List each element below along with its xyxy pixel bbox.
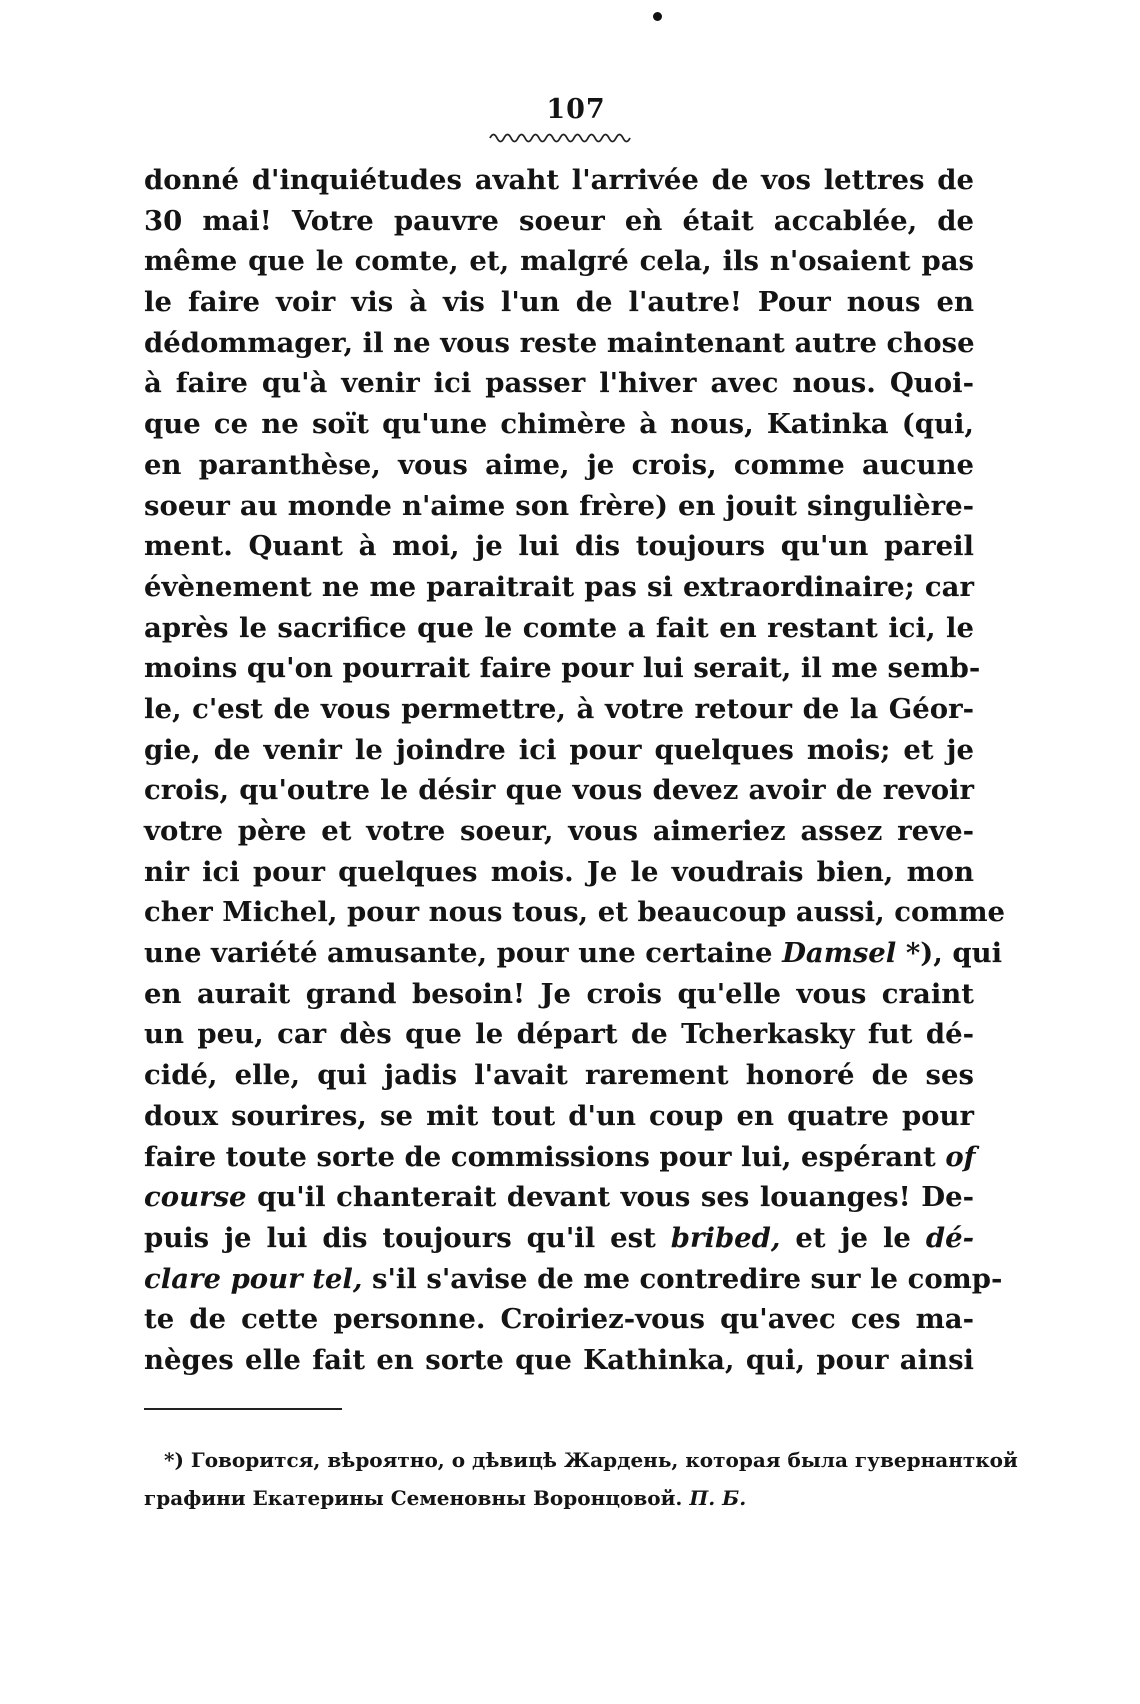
footnote-line [144, 1479, 974, 1517]
page-number: 107 [546, 94, 606, 125]
text-line: nèges elle fait en sorte que Kathinka, qui, pour ainsi [144, 1343, 974, 1376]
text-segment: et je le [780, 1221, 926, 1254]
text-line: donné d'inquiétudes avaht l'arrivée de vos lettres de [144, 164, 974, 196]
footnote-rule [144, 1408, 342, 1410]
italic-term: of [945, 1140, 976, 1173]
text-segment: une variété amusante, pour une certaine [144, 937, 783, 970]
text-segment: s'il s'avise de me contredire sur le comp- [362, 1262, 1003, 1295]
text-segment: puis je lui dis toujours qu'il est [144, 1221, 671, 1254]
text-line: même que le comte, et, malgré cela, ils n'osaient pas [144, 245, 974, 278]
text-line: crois, qu'outre le désir que vous devez avoir de revoir [144, 774, 974, 807]
ink-dot [653, 12, 662, 21]
text-line: nir ici pour quelques mois. Je le voudrais bien, mon [144, 855, 974, 888]
text-line: gie, de venir le joindre ici pour quelques mois; et je [144, 733, 974, 766]
italic-term: bribed, [670, 1221, 781, 1254]
text-line: moins qu'on pourrait faire pour lui serait, il me semb- [144, 652, 981, 685]
text-line: en paranthèse, vous aime, je crois, comme aucune [144, 448, 974, 481]
text-line [144, 1177, 974, 1218]
text-line: à faire qu'à venir ici passer l'hiver avec nous. Quoi- [144, 367, 974, 400]
italic-term: course [144, 1181, 247, 1214]
italic-term: clare pour tel, [144, 1262, 363, 1295]
text-segment: *), qui [896, 937, 1003, 970]
text-line [144, 1137, 974, 1178]
text-line: le, c'est de vous permettre, à votre retour de la Géor- [144, 692, 974, 725]
text-segment: графини Екатерины Семеновны Воронцовой. [144, 1486, 690, 1510]
text-line: cidé, elle, qui jadis l'avait rarement honoré de ses [144, 1059, 974, 1092]
text-line: te de cette personne. Croiriez-vous qu'avec ces ma- [144, 1303, 974, 1336]
wavy-ornament [490, 126, 630, 142]
footnote-line: *) Говорится, вѣроятно, о дѣвицѣ Жардень, которая была гувернанткой [164, 1448, 1018, 1472]
italic-term: Damsel [782, 937, 897, 970]
text-line: que ce ne soït qu'une chimère à nous, Katinka (qui, [144, 408, 974, 441]
text-line: un peu, car dès que le départ de Tcherkasky fut dé- [144, 1018, 974, 1051]
text-line [144, 933, 1003, 974]
text-line [144, 1259, 1003, 1300]
italic-term: dé- [925, 1221, 974, 1254]
text-line: évènement ne me paraitrait pas si extraordinaire; car [144, 570, 974, 603]
text-segment: faire toute sorte de commissions pour lui, espérant [144, 1140, 946, 1173]
text-line: en aurait grand besoin! Je crois qu'elle vous craint [144, 977, 974, 1010]
text-line: 30 mai! Votre pauvre soeur eǹ était accablée, de [144, 204, 974, 237]
text-line [144, 1218, 974, 1259]
text-line: votre père et votre soeur, vous aimeriez assez reve- [144, 815, 974, 847]
editor-initials: П. Б. [689, 1486, 747, 1510]
text-line: le faire voir vis à vis l'un de l'autre! Pour nous en [144, 286, 974, 319]
body-text [144, 160, 1006, 1381]
text-line: dédommager, il ne vous reste maintenant autre chose [144, 326, 975, 359]
footnote [144, 1441, 1018, 1517]
text-line: ment. Quant à moi, je lui dis toujours qu'un pareil [144, 530, 974, 563]
text-line: cher Michel, pour nous tous, et beaucoup aussi, comme [144, 896, 1006, 929]
text-segment: qu'il chanterait devant vous ses louanges! De- [246, 1181, 974, 1214]
text-line: soeur au monde n'aime son frère) en jouit singulière- [144, 489, 974, 522]
text-line: doux sourires, se mit tout d'un coup en quatre pour [144, 1099, 974, 1132]
text-line: après le sacrifice que le comte a fait en restant ici, le [144, 611, 974, 644]
